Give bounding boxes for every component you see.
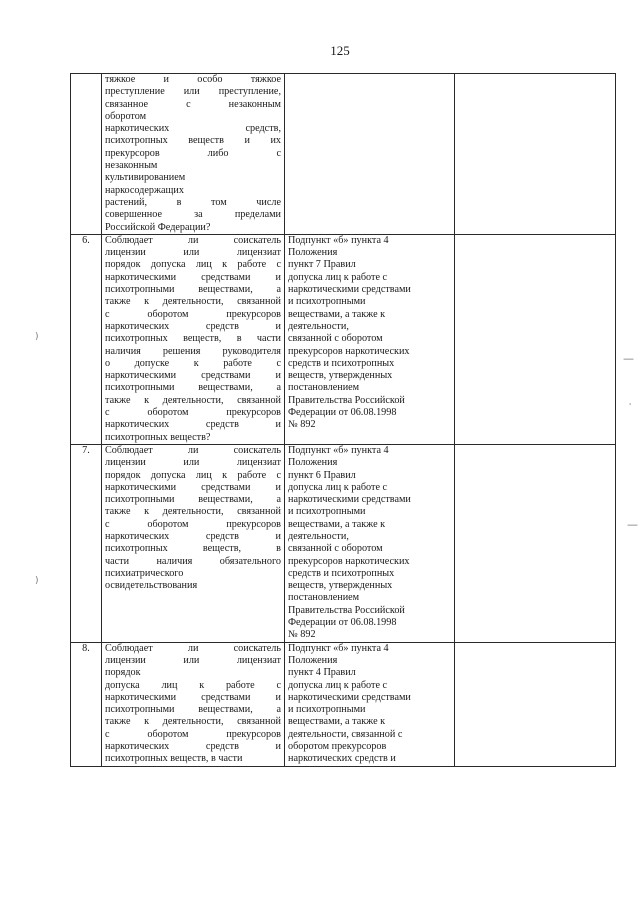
question-cell (102, 234, 285, 444)
answer-cell (455, 444, 616, 642)
question-line: наркотических средств и (105, 530, 281, 542)
reference-line: и психотропными (288, 296, 366, 308)
question-line: также к деятельности, связанной (105, 394, 281, 406)
reference-line: Положения (288, 457, 338, 469)
question-line: совершенное за пределами (105, 209, 281, 221)
reference-line: Подпункт «б» пункта 4 (288, 234, 389, 246)
question-line: психотропных веществ, в (105, 543, 281, 555)
reference-line: веществами, а также к (288, 518, 386, 530)
question-line: психотропными веществами, а (105, 284, 281, 296)
reference-line: деятельности, (288, 530, 349, 542)
reference-line: наркотическими средствами (288, 691, 411, 703)
question-line: наркотическими средствами и (105, 481, 281, 493)
reference-line: Положения (288, 247, 338, 259)
question-line: наличия решения руководителя (105, 345, 281, 357)
question-line: порядок допуска лиц к работе с (105, 469, 281, 481)
scan-mark: ) (35, 576, 39, 586)
question-line: психотропных веществ, в части (105, 333, 281, 345)
question-line: также к деятельности, связанной (105, 296, 281, 308)
question-line: наркотическими средствами и (105, 370, 281, 382)
question-line: наркотическими средствами и (105, 271, 281, 283)
reference-line: наркотическими средствами (288, 494, 411, 506)
reference-line: веществ, утвержденных (288, 370, 393, 382)
table-row (71, 642, 616, 766)
reference-line: допуска лиц к работе с (288, 481, 388, 493)
reference-line: пункт 7 Правил (288, 259, 356, 271)
row-number: 6. (71, 234, 102, 444)
reference-line: пункт 4 Правил (288, 667, 356, 679)
question-line: наркотических средств и (105, 741, 281, 753)
question-line: части наличия обязательного (105, 555, 281, 567)
legal-reference-cell (285, 444, 455, 642)
reference-line: Положения (288, 654, 338, 666)
reference-line: Федерации от 06.08.1998 (288, 407, 397, 419)
question-line: также к деятельности, связанной (105, 506, 281, 518)
reference-line: допуска лиц к работе с (288, 679, 388, 691)
reference-line: прекурсоров наркотических (288, 555, 410, 567)
question-line: порядок (105, 667, 141, 679)
reference-line: постановлением (288, 592, 360, 604)
question-line: наркотических средств и (105, 419, 281, 431)
question-line: тяжкое и особо тяжкое (105, 74, 281, 85)
reference-line: Правительства Российской (288, 604, 405, 616)
question-line: преступление или преступление, (105, 86, 281, 98)
reference-line: пункт 6 Правил (288, 469, 356, 481)
question-line: психотропных веществ и их (105, 135, 281, 147)
question-line: Соблюдает ли соискатель (105, 444, 281, 456)
question-line: лицензии или лицензиат (105, 247, 281, 259)
question-line: наркотических средств, (105, 123, 281, 135)
scan-mark: ) (35, 332, 39, 342)
reference-line: Подпункт «б» пункта 4 (288, 444, 389, 456)
reference-line: деятельности, связанной с (288, 728, 403, 740)
reference-line: № 892 (288, 629, 316, 641)
question-line: также к деятельности, связанной (105, 716, 281, 728)
row-number: 7. (71, 444, 102, 642)
reference-line: связанной с оборотом (288, 543, 383, 555)
question-line: психотропными веществами, а (105, 494, 281, 506)
question-line: растений, в том числе (105, 196, 281, 208)
row-number: 8. (71, 642, 102, 766)
question-line: с оборотом прекурсоров (105, 407, 281, 419)
question-line: психотропными веществами, а (105, 704, 281, 716)
reference-line: постановлением (288, 382, 360, 394)
question-line: о допуске к работе с (105, 357, 281, 369)
question-line: прекурсоров либо с (105, 147, 281, 159)
legal-reference-cell (285, 234, 455, 444)
legal-reference-cell (285, 642, 455, 766)
question-line: незаконным (105, 160, 158, 172)
question-line: Российской Федерации? (105, 221, 211, 233)
reference-line: № 892 (288, 419, 316, 431)
question-line: освидетельствования (105, 580, 198, 592)
question-line: психиатрического (105, 567, 184, 579)
reference-line: допуска лиц к работе с (288, 271, 388, 283)
scan-mark: — (623, 352, 634, 365)
answer-cell (455, 234, 616, 444)
table-body (71, 74, 616, 767)
page-number: 125 (330, 43, 350, 58)
question-line: лицензии или лицензиат (105, 654, 281, 666)
question-cell (102, 642, 285, 766)
legal-reference-cell (285, 74, 455, 235)
question-line: с оборотом прекурсоров (105, 518, 281, 530)
question-cell (102, 444, 285, 642)
reference-line: веществ, утвержденных (288, 580, 393, 592)
reference-line: средств и психотропных (288, 567, 395, 579)
table-row (71, 74, 616, 235)
question-line: связанное с незаконным (105, 98, 281, 110)
reference-line: средств и психотропных (288, 357, 395, 369)
reference-line: связанной с оборотом (288, 333, 383, 345)
requirements-table (70, 73, 616, 767)
question-line: наркотических средств и (105, 320, 281, 332)
question-line: психотропных веществ? (105, 431, 211, 443)
question-line: наркотическими средствами и (105, 691, 281, 703)
row-number (71, 74, 102, 235)
reference-line: и психотропными (288, 506, 366, 518)
question-line: Соблюдает ли соискатель (105, 234, 281, 246)
reference-line: и психотропными (288, 704, 366, 716)
question-line: оборотом (105, 110, 147, 122)
reference-line: веществами, а также к (288, 308, 386, 320)
question-line: порядок допуска лиц к работе с (105, 259, 281, 271)
question-line: лицензии или лицензиат (105, 457, 281, 469)
question-line: с оборотом прекурсоров (105, 308, 281, 320)
answer-cell (455, 642, 616, 766)
reference-line: веществами, а также к (288, 716, 386, 728)
question-line: психотропных веществ, в части (105, 753, 243, 765)
question-line: Соблюдает ли соискатель (105, 642, 281, 654)
question-line: психотропными веществами, а (105, 382, 281, 394)
table-row (71, 234, 616, 444)
question-cell (102, 74, 285, 235)
reference-line: оборотом прекурсоров (288, 741, 387, 753)
question-line: с оборотом прекурсоров (105, 728, 281, 740)
question-line: допуска лиц к работе с (105, 679, 281, 691)
reference-line: Правительства Российской (288, 394, 405, 406)
scan-mark: — (627, 518, 638, 531)
reference-line: наркотических средств и (288, 753, 396, 765)
question-line: наркосодержащих (105, 184, 184, 196)
question-line: культивированием (105, 172, 186, 184)
reference-line: деятельности, (288, 320, 349, 332)
reference-line: Федерации от 06.08.1998 (288, 617, 397, 629)
reference-line: прекурсоров наркотических (288, 345, 410, 357)
scan-mark: ' (629, 402, 632, 411)
table-row (71, 444, 616, 642)
reference-line: Подпункт «б» пункта 4 (288, 642, 389, 654)
answer-cell (455, 74, 616, 235)
reference-line: наркотическими средствами (288, 284, 411, 296)
